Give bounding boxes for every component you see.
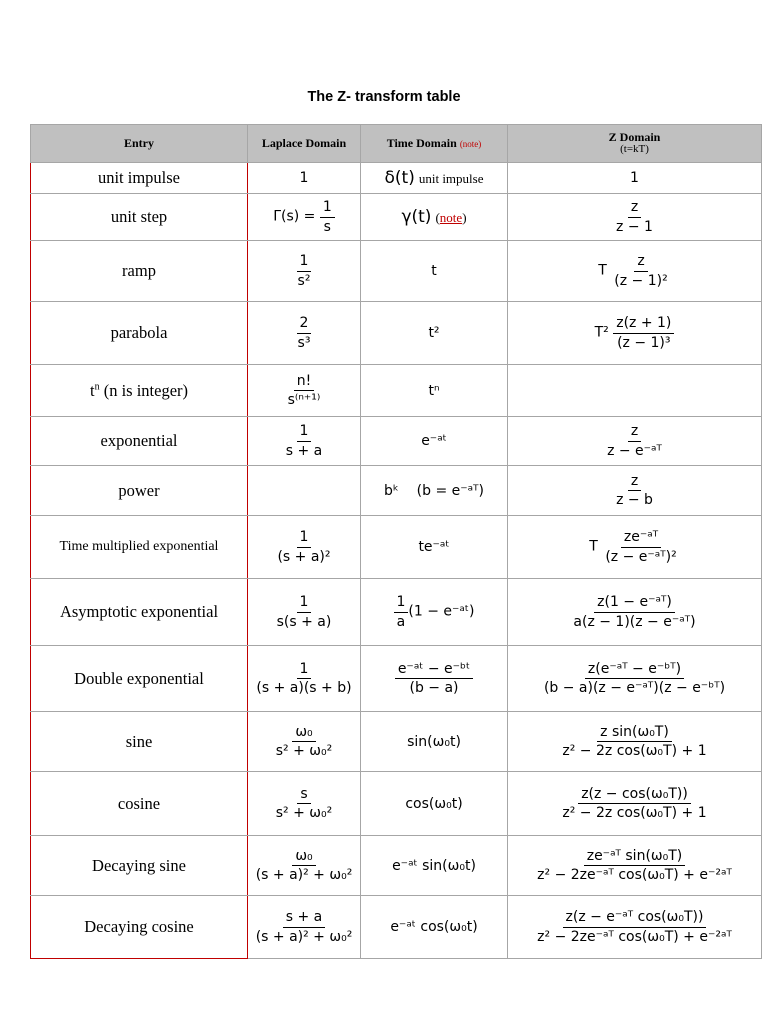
header-z-label: Z Domain	[608, 130, 661, 145]
z-cell	[508, 417, 762, 466]
frac-den: z − b	[616, 492, 653, 508]
frac-den: (z − e⁻ᵃᵀ)²	[605, 548, 677, 565]
entry-cell: cosine	[31, 772, 248, 836]
frac-den: s⁽ⁿ⁺¹⁾	[287, 392, 321, 408]
z-cell	[508, 365, 762, 417]
frac-num: ω₀	[292, 724, 315, 742]
time-label: unit impulse	[418, 171, 484, 186]
entry-cell: Double exponential	[31, 646, 248, 712]
header-time-note: (note)	[459, 139, 482, 150]
frac-num: 1	[394, 594, 409, 612]
frac-num: 1	[297, 253, 312, 271]
z-fraction	[613, 473, 656, 508]
z-fraction	[541, 661, 728, 696]
note-link[interactable]: note	[439, 210, 463, 225]
frac-num: e⁻ᵃᵗ − e⁻ᵇᵗ	[395, 661, 473, 679]
table-row	[31, 466, 762, 516]
laplace-fraction	[273, 786, 336, 821]
table-row	[31, 194, 762, 241]
frac-den: (s + a)(s + b)	[256, 680, 352, 696]
laplace-fraction	[253, 909, 356, 944]
frac-den: a	[396, 613, 406, 630]
z-prefix: T²	[594, 325, 609, 341]
header-z-sub: (t=kT)	[620, 143, 649, 156]
laplace-fraction	[285, 373, 324, 408]
frac-num: z	[628, 423, 641, 441]
laplace-fraction	[253, 848, 356, 883]
table-row	[31, 712, 762, 772]
z-cell	[508, 836, 762, 896]
frac-den: (z − 1)³	[617, 334, 671, 351]
frac-den: s	[323, 218, 331, 235]
laplace-cell	[248, 194, 361, 241]
entry-cell: unit impulse	[31, 163, 248, 194]
frac-num: z	[634, 253, 647, 271]
frac-den: (b − a)	[409, 680, 459, 696]
time-cell: sin(ω₀t)	[361, 712, 508, 772]
z-fraction	[611, 253, 670, 288]
header-time-label: Time Domain	[386, 136, 457, 151]
frac-den: z² − 2ze⁻ᵃᵀ cos(ω₀T) + e⁻²ᵃᵀ	[537, 867, 732, 883]
frac-den: z² − 2ze⁻ᵃᵀ cos(ω₀T) + e⁻²ᵃᵀ	[537, 928, 732, 945]
frac-num: s	[297, 786, 310, 804]
entry-cell: Time multiplied exponential	[31, 516, 248, 579]
time-extra: (b = e⁻ᵃᵀ)	[416, 482, 484, 499]
frac-num: z	[628, 199, 641, 217]
page-title: The Z- transform table	[307, 89, 461, 105]
frac-num: z(1 − e⁻ᵃᵀ)	[594, 594, 675, 612]
frac-den: z − 1	[616, 218, 653, 235]
z-prefix: T	[589, 539, 598, 555]
frac-num: 1	[297, 661, 312, 679]
z-fraction	[613, 199, 656, 234]
laplace-cell	[248, 417, 361, 466]
entry-cell: parabola	[31, 302, 248, 365]
laplace-cell	[248, 466, 361, 516]
entry-cell	[31, 365, 248, 417]
frac-num: z(z − e⁻ᵃᵀ cos(ω₀T))	[563, 909, 707, 927]
z-fraction	[559, 724, 709, 759]
z-fraction	[570, 594, 698, 629]
time-expr: δ(t)	[384, 168, 415, 188]
frac-den: (s + a)²	[277, 548, 331, 565]
frac-num: ze⁻ᵃᵀ sin(ω₀T)	[584, 848, 686, 866]
frac-num: ze⁻ᵃᵀ	[621, 529, 661, 547]
header-entry: Entry	[31, 125, 248, 163]
frac-num: z sin(ω₀T)	[597, 724, 672, 742]
frac-num: 1	[320, 199, 335, 217]
laplace-cell	[248, 896, 361, 959]
time-rest: (1 − e⁻ᵃᵗ)	[408, 604, 475, 620]
z-fraction	[534, 909, 735, 944]
table-row	[31, 836, 762, 896]
entry-base: t	[89, 380, 95, 400]
frac-den: a(z − 1)(z − e⁻ᵃᵀ)	[573, 613, 696, 630]
time-cell	[361, 163, 508, 194]
entry-cell: power	[31, 466, 248, 516]
laplace-fraction	[295, 315, 314, 350]
frac-den: (s + a)² + ω₀²	[255, 867, 353, 883]
time-cell: t	[361, 241, 508, 302]
frac-num: z(z + 1)	[613, 315, 674, 333]
laplace-cell	[248, 302, 361, 365]
z-prefix: T	[598, 263, 607, 279]
frac-num: 1	[297, 594, 312, 612]
frac-num: s + a	[283, 909, 326, 927]
laplace-lhs: Γ(s) =	[273, 209, 316, 225]
laplace-fraction	[283, 423, 326, 458]
table-row	[31, 163, 762, 194]
frac-num: 2	[297, 315, 312, 333]
frac-num: z(z − cos(ω₀T))	[578, 786, 691, 804]
entry-sup: n	[94, 381, 100, 392]
time-cell: e⁻ᵃᵗ sin(ω₀t)	[361, 836, 508, 896]
frac-den: (s + a)² + ω₀²	[255, 928, 353, 945]
table-header-row	[31, 125, 762, 163]
laplace-fraction	[253, 661, 354, 696]
table-row	[31, 646, 762, 712]
header-time	[361, 125, 508, 163]
laplace-cell	[248, 712, 361, 772]
z-fraction	[602, 529, 679, 564]
z-transform-table	[30, 124, 762, 959]
frac-num: z(e⁻ᵃᵀ − e⁻ᵇᵀ)	[585, 661, 684, 679]
time-cell: γ(t) (note)	[361, 194, 508, 241]
time-expr: bᵏ	[384, 482, 399, 499]
frac-den: s² + ω₀²	[275, 805, 333, 821]
frac-num: 1	[297, 423, 312, 441]
time-fraction	[395, 661, 473, 696]
entry-cell: Asymptotic exponential	[31, 579, 248, 646]
z-cell	[508, 712, 762, 772]
z-cell	[508, 772, 762, 836]
frac-den: s(s + a)	[276, 613, 332, 630]
frac-den: s³	[297, 334, 311, 351]
header-z	[508, 125, 762, 163]
time-expr: γ(t)	[401, 207, 432, 227]
laplace-fraction	[295, 253, 314, 288]
time-cell: e⁻ᵃᵗ cos(ω₀t)	[361, 896, 508, 959]
laplace-cell	[248, 579, 361, 646]
entry-cell: Decaying cosine	[31, 896, 248, 959]
table-row	[31, 302, 762, 365]
time-cell	[361, 466, 508, 516]
laplace-cell	[248, 836, 361, 896]
frac-den: z² − 2z cos(ω₀T) + 1	[562, 805, 707, 821]
entry-cell: ramp	[31, 241, 248, 302]
laplace-cell	[248, 646, 361, 712]
laplace-cell	[248, 516, 361, 579]
laplace-cell	[248, 772, 361, 836]
frac-num: 1	[297, 529, 312, 547]
z-cell	[508, 466, 762, 516]
laplace-cell: 1	[248, 163, 361, 194]
table-row	[31, 896, 762, 959]
z-cell	[508, 579, 762, 646]
z-cell	[508, 241, 762, 302]
table-row	[31, 516, 762, 579]
time-cell: cos(ω₀t)	[361, 772, 508, 836]
laplace-fraction	[274, 529, 333, 564]
laplace-cell	[248, 365, 361, 417]
z-fraction	[604, 423, 665, 458]
laplace-fraction	[320, 199, 335, 234]
frac-den: z − e⁻ᵃᵀ	[607, 442, 662, 459]
time-cell	[361, 646, 508, 712]
time-cell: t²	[361, 302, 508, 365]
entry-cell: exponential	[31, 417, 248, 466]
frac-den: s + a	[285, 442, 323, 459]
table-row	[31, 772, 762, 836]
entry-rest: (n is integer)	[99, 380, 189, 400]
z-cell: 1	[508, 163, 762, 194]
z-fraction	[559, 786, 709, 821]
table-row	[31, 579, 762, 646]
z-cell	[508, 896, 762, 959]
table-row	[31, 417, 762, 466]
z-cell	[508, 646, 762, 712]
table-row	[31, 365, 762, 417]
laplace-cell	[248, 241, 361, 302]
frac-num: n!	[294, 373, 315, 391]
z-cell	[508, 194, 762, 241]
frac-den: s² + ω₀²	[275, 743, 333, 759]
header-laplace: Laplace Domain	[248, 125, 361, 163]
time-cell: tⁿ	[361, 365, 508, 417]
time-cell	[361, 579, 508, 646]
laplace-fraction	[274, 594, 335, 629]
z-cell	[508, 516, 762, 579]
entry-cell: unit step	[31, 194, 248, 241]
frac-den: s²	[297, 272, 311, 289]
time-cell: te⁻ᵃᵗ	[361, 516, 508, 579]
time-fraction	[394, 594, 409, 629]
z-fraction	[613, 315, 674, 350]
z-fraction	[534, 848, 735, 883]
frac-num: ω₀	[292, 848, 315, 866]
frac-den: z² − 2z cos(ω₀T) + 1	[562, 743, 707, 759]
frac-num: z	[628, 473, 641, 491]
frac-den: (z − 1)²	[614, 272, 668, 289]
entry-cell: Decaying sine	[31, 836, 248, 896]
laplace-fraction	[273, 724, 336, 759]
table-row	[31, 241, 762, 302]
frac-den: (b − a)(z − e⁻ᵃᵀ)(z − e⁻ᵇᵀ)	[543, 680, 726, 696]
z-cell	[508, 302, 762, 365]
entry-cell: sine	[31, 712, 248, 772]
time-cell: e⁻ᵃᵗ	[361, 417, 508, 466]
